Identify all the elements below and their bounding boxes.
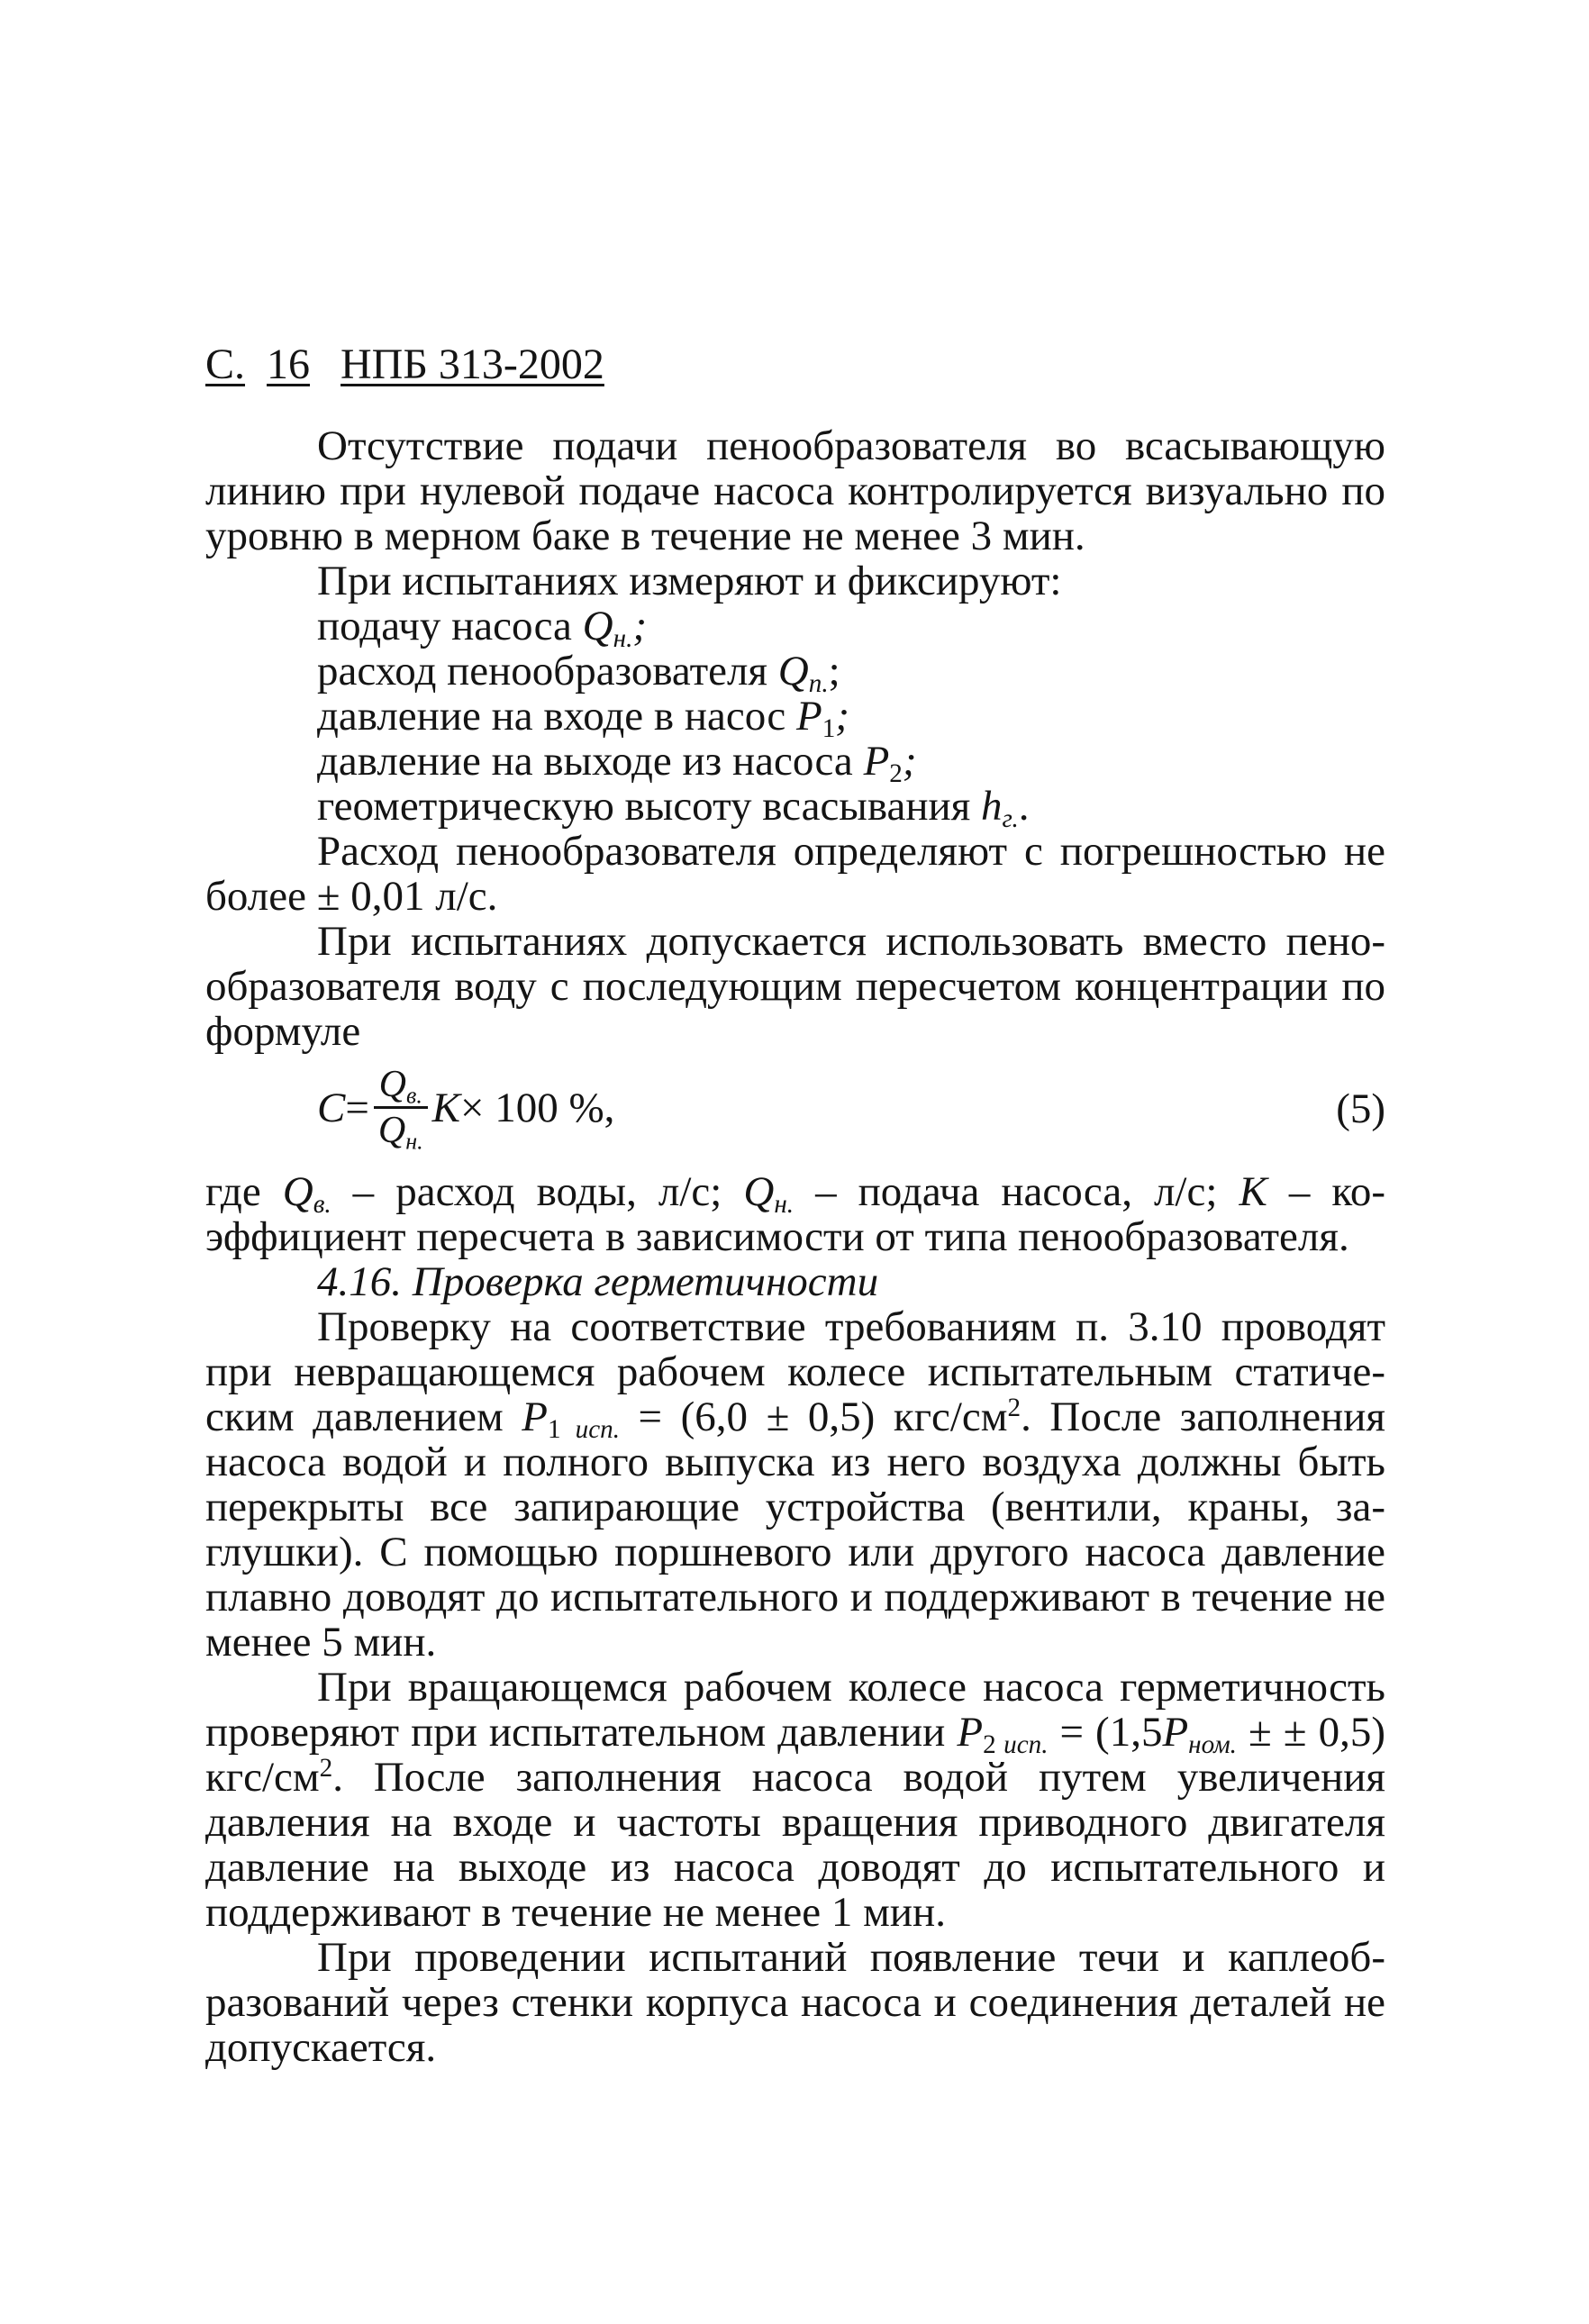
document-body (205, 423, 1385, 2070)
formula-legend: где $Q_{в.}$ – расход воды, л/с; $Q_{н.}$ – подача насоса, л/с; K – коэффициент пересчета в зависимости от типа пенообразователя. (205, 1168, 1385, 1260)
paragraph: При проведении испытаний появление течи и каплеобразований через стенки корпуса насоса и соединения деталей не допускается. (205, 1934, 1385, 2071)
list-item: давление на входе в насос $P_1$; (317, 693, 849, 744)
fraction: $\frac{Q_{в.}}{Q_{н.}}$ (373, 1063, 429, 1152)
paragraph: При испытаниях допускается использовать вместо пенообразователя воду с последующим пересчетом концентрации по формуле (205, 918, 1385, 1055)
list-item: расход пенообразователя $Q_{п.}$; (317, 648, 840, 699)
document-code: НПБ 313-2002 (340, 340, 604, 388)
paragraph: При вращающемся рабочем колесе насоса герметичность проверяют при испытательном давлении $P_2$ $_{исп.} = (1,5P_{ном.}$ ± ± 0,5) кгс/$см^2$. После заполнения насоса водой путем увеличения давления на входе и частоты вращения приводного двигателя давление на выходе из насоса доводят до испытательного и поддерживают в течение не менее 1 мин. (205, 1664, 1385, 1936)
list-item: геометрическую высоту всасывания $h_{г.}$. (317, 783, 1030, 834)
page-header (205, 338, 604, 392)
page-prefix: С. (205, 340, 246, 388)
page-number: 16 (267, 340, 311, 388)
paragraph: Отсутствие подачи пенообразователя во всасывающую линию при нулевой подаче насоса контролируется визуально по уровню в мерном баке в течение не менее 3 мин. (205, 422, 1385, 559)
equation-number: (5) (1336, 1085, 1385, 1132)
paragraph: Проверку на соответствие требованиям п. 3.10 проводят при невращающемся рабочем колесе испытательным статическим давлением $P_1$ $_{исп.}$ = (6,0 ± 0,5) кгс/$см^2$. После заполнения насоса водой и полного выпуска из него воздуха должны быть перекрыты все запирающие устройства (вентили, краны, заглушки). С помощью поршневого или другого насоса давление плавно доводят до испытательного и поддерживают в течение не менее 5 мин. (205, 1303, 1385, 1666)
formula-5 (205, 1059, 1385, 1166)
formula-expression: C = $\frac{Q_{в.}}{Q_{н.}}$ K × 100 %, (317, 1064, 615, 1155)
list-item: подачу насоса $Q_{н.}$; (317, 603, 648, 654)
paragraph: Расход пенообразователя определяют с погрешностью не более ± 0,01 л/с. (205, 828, 1385, 920)
section-heading: 4.16. Проверка герметичности (317, 1258, 879, 1305)
paragraph: При испытаниях измеряют и фиксируют: (317, 558, 1062, 604)
list-item: давление на выходе из насоса $P_2$; (317, 738, 917, 789)
document-page (205, 0, 1385, 2324)
